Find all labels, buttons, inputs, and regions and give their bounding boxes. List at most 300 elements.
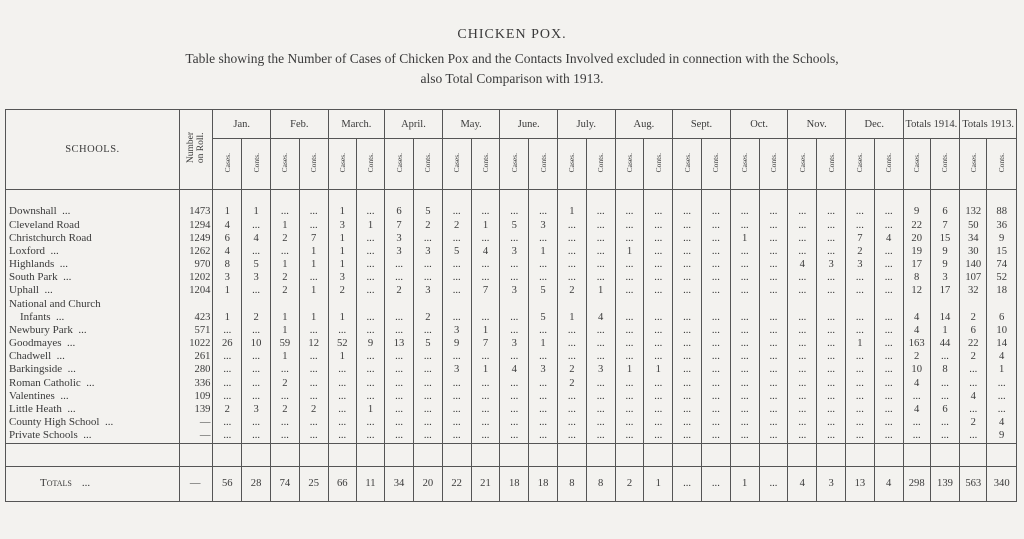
empty-cell	[673, 443, 702, 466]
data-cell: ...	[500, 232, 529, 245]
data-cell: ...	[615, 337, 644, 350]
school-name	[6, 311, 180, 324]
data-cell: 7	[930, 219, 959, 232]
data-cell: 2	[557, 364, 586, 377]
data-cell: ...	[356, 364, 384, 377]
data-cell: ...	[328, 403, 356, 416]
school-name	[6, 206, 180, 219]
data-cell: ...	[730, 324, 759, 337]
conts-subheader	[413, 139, 442, 190]
data-cell: 17	[930, 285, 959, 298]
empty-cell	[500, 443, 529, 466]
cases-subheader-label: Cases.	[968, 153, 978, 173]
data-cell: ...	[960, 377, 987, 390]
data-cell: ...	[299, 272, 328, 285]
conts-subheader	[356, 139, 384, 190]
data-cell: ...	[987, 403, 1017, 416]
data-cell: 163	[903, 337, 930, 350]
empty-cell	[960, 190, 987, 206]
data-cell: ...	[817, 232, 846, 245]
data-cell: 9	[987, 430, 1017, 444]
table-row	[6, 351, 1017, 364]
data-cell: 44	[930, 337, 959, 350]
data-cell	[356, 298, 384, 311]
data-cell: 1	[271, 219, 300, 232]
data-cell: ...	[529, 351, 558, 364]
leader-dots: ...	[77, 429, 92, 442]
data-cell: ...	[817, 285, 846, 298]
data-cell: ...	[644, 377, 673, 390]
data-cell: ...	[701, 272, 730, 285]
data-cell: 19	[903, 245, 930, 258]
totals-cell: 1	[730, 467, 759, 502]
data-cell: ...	[385, 416, 414, 429]
data-cell: ...	[673, 337, 702, 350]
leader-dots: ...	[38, 284, 53, 297]
data-cell: ...	[874, 245, 903, 258]
data-cell: ...	[586, 416, 615, 429]
data-cell: 15	[987, 245, 1017, 258]
data-cell: ...	[788, 416, 817, 429]
data-cell: ...	[356, 324, 384, 337]
chicken-pox-table	[5, 109, 1017, 502]
data-cell: ...	[213, 324, 242, 337]
data-cell: ...	[673, 219, 702, 232]
totals-cell: 8	[586, 467, 615, 502]
empty-cell	[987, 443, 1017, 466]
data-cell: 34	[960, 232, 987, 245]
data-cell: ...	[903, 390, 930, 403]
data-cell: ...	[500, 416, 529, 429]
data-cell: ...	[759, 245, 788, 258]
data-cell: ...	[788, 206, 817, 219]
data-cell: ...	[615, 311, 644, 324]
empty-cell	[299, 443, 328, 466]
data-cell: 10	[903, 364, 930, 377]
data-cell: ...	[213, 416, 242, 429]
data-cell: ...	[385, 324, 414, 337]
data-cell: ...	[930, 351, 959, 364]
data-cell: 1	[299, 285, 328, 298]
data-cell: ...	[673, 258, 702, 271]
data-cell: ...	[874, 390, 903, 403]
data-cell: 88	[987, 206, 1017, 219]
data-cell: ...	[471, 311, 500, 324]
data-cell: ...	[413, 232, 442, 245]
data-cell: 14	[987, 337, 1017, 350]
data-cell: 1	[271, 258, 300, 271]
conts-subheader	[930, 139, 959, 190]
data-cell: ...	[845, 403, 874, 416]
school-name	[6, 298, 180, 311]
school-name	[6, 364, 180, 377]
totals-cell: 298	[903, 467, 930, 502]
data-cell: ...	[788, 219, 817, 232]
leader-dots: ...	[72, 324, 87, 336]
data-cell: ...	[442, 272, 471, 285]
data-cell: ...	[356, 232, 384, 245]
data-cell: ...	[615, 403, 644, 416]
data-cell: ...	[701, 351, 730, 364]
school-name-text: Cleveland Road	[9, 218, 80, 231]
data-cell	[788, 298, 817, 311]
data-cell: ...	[874, 430, 903, 444]
data-cell: ...	[299, 206, 328, 219]
data-cell: ...	[529, 206, 558, 219]
data-cell: 4	[213, 219, 242, 232]
conts-subheader-label: Conts.	[309, 153, 319, 173]
data-cell	[586, 298, 615, 311]
totals-label	[6, 467, 180, 502]
cases-subheader	[788, 139, 817, 190]
data-cell: ...	[242, 219, 271, 232]
data-cell: ...	[845, 285, 874, 298]
school-name	[6, 324, 180, 337]
empty-cell	[328, 443, 356, 466]
data-cell: 50	[960, 219, 987, 232]
data-cell: ...	[586, 232, 615, 245]
roll-cell: 336	[179, 377, 213, 390]
data-cell: ...	[701, 416, 730, 429]
cases-subheader	[213, 139, 242, 190]
data-cell: 2	[271, 377, 300, 390]
data-cell: ...	[730, 337, 759, 350]
conts-subheader	[987, 139, 1017, 190]
empty-cell	[179, 190, 213, 206]
data-cell: ...	[213, 351, 242, 364]
school-name-text: Goodmayes	[9, 337, 62, 350]
data-cell: ...	[385, 390, 414, 403]
conts-subheader-label: Conts.	[366, 153, 376, 173]
data-cell: ...	[788, 324, 817, 337]
data-cell: ...	[413, 351, 442, 364]
data-cell: ...	[442, 311, 471, 324]
empty-cell	[874, 443, 903, 466]
data-cell: ...	[759, 219, 788, 232]
table-row	[6, 206, 1017, 219]
school-name	[6, 245, 180, 258]
data-cell: ...	[701, 311, 730, 324]
data-cell: ...	[644, 232, 673, 245]
data-cell: ...	[817, 430, 846, 444]
table-row	[6, 298, 1017, 311]
data-cell	[817, 298, 846, 311]
data-cell: 7	[845, 232, 874, 245]
data-cell: 2	[271, 403, 300, 416]
totals-cell: ...	[759, 467, 788, 502]
data-cell: ...	[759, 364, 788, 377]
data-cell: ...	[644, 403, 673, 416]
data-cell: ...	[759, 390, 788, 403]
data-cell: ...	[500, 206, 529, 219]
data-cell: ...	[903, 430, 930, 444]
totals-cell: 8	[557, 467, 586, 502]
data-cell: 140	[960, 258, 987, 271]
data-cell	[930, 298, 959, 311]
data-cell: ...	[615, 285, 644, 298]
data-cell: 13	[385, 337, 414, 350]
data-cell: ...	[759, 403, 788, 416]
data-cell: 9	[356, 337, 384, 350]
data-cell: 5	[500, 219, 529, 232]
data-cell: ...	[845, 272, 874, 285]
data-cell: ...	[242, 364, 271, 377]
cases-subheader-label: Cases.	[509, 153, 519, 173]
data-cell: 2	[903, 351, 930, 364]
schools-header: SCHOOLS.	[6, 110, 180, 190]
data-cell: ...	[299, 430, 328, 444]
data-cell: ...	[271, 206, 300, 219]
school-name-text: National and Church	[9, 297, 101, 310]
data-cell: 36	[987, 219, 1017, 232]
data-cell: 3	[817, 258, 846, 271]
data-cell: ...	[442, 390, 471, 403]
roll-cell: 261	[179, 351, 213, 364]
school-name-text: Highlands	[9, 258, 55, 271]
school-name-text: Little Heath	[9, 403, 62, 415]
data-cell: ...	[845, 430, 874, 444]
data-cell: ...	[529, 272, 558, 285]
empty-cell	[759, 443, 788, 466]
empty-cell	[930, 443, 959, 466]
empty-cell	[644, 443, 673, 466]
empty-cell	[701, 443, 730, 466]
roll-cell	[179, 298, 213, 311]
data-cell: ...	[788, 285, 817, 298]
data-cell: 3	[442, 364, 471, 377]
month-header: Aug.	[615, 110, 673, 139]
data-cell: 7	[385, 219, 414, 232]
data-cell: 9	[930, 258, 959, 271]
data-cell: ...	[529, 403, 558, 416]
totals-cell: 3	[817, 467, 846, 502]
data-cell: ...	[759, 272, 788, 285]
data-cell: 3	[242, 272, 271, 285]
data-cell: ...	[845, 206, 874, 219]
data-cell: ...	[385, 311, 414, 324]
empty-cell	[874, 190, 903, 206]
data-cell: 4	[874, 232, 903, 245]
data-cell: ...	[586, 351, 615, 364]
data-cell: ...	[299, 390, 328, 403]
data-cell: 2	[960, 311, 987, 324]
empty-cell	[930, 190, 959, 206]
school-name	[6, 219, 180, 232]
data-cell: ...	[759, 430, 788, 444]
data-cell: ...	[242, 285, 271, 298]
roll-cell: 1262	[179, 245, 213, 258]
data-cell: ...	[644, 351, 673, 364]
data-cell: 3	[529, 219, 558, 232]
data-cell: ...	[385, 351, 414, 364]
data-cell: ...	[987, 390, 1017, 403]
school-name	[6, 285, 180, 298]
data-cell: 2	[557, 285, 586, 298]
data-cell: ...	[242, 324, 271, 337]
data-cell: ...	[701, 364, 730, 377]
data-cell: 1	[557, 206, 586, 219]
cases-subheader-label: Cases.	[452, 153, 462, 173]
data-cell: 9	[987, 232, 1017, 245]
cases-subheader	[845, 139, 874, 190]
data-cell: ...	[242, 416, 271, 429]
data-cell: 1	[328, 258, 356, 271]
data-cell: ...	[874, 258, 903, 271]
data-cell: ...	[557, 272, 586, 285]
table-row	[6, 285, 1017, 298]
data-cell: ...	[299, 324, 328, 337]
data-cell: ...	[730, 219, 759, 232]
totals-cell: 74	[271, 467, 300, 502]
data-cell: ...	[529, 232, 558, 245]
data-cell: ...	[788, 390, 817, 403]
cases-subheader	[730, 139, 759, 190]
data-cell: 4	[500, 364, 529, 377]
data-cell: ...	[788, 232, 817, 245]
empty-cell	[471, 443, 500, 466]
data-cell: ...	[271, 364, 300, 377]
data-cell: ...	[874, 311, 903, 324]
data-cell: 3	[529, 364, 558, 377]
totals-cell: 4	[788, 467, 817, 502]
data-cell: ...	[874, 337, 903, 350]
data-cell: ...	[817, 337, 846, 350]
cases-subheader-label: Cases.	[855, 153, 865, 173]
data-cell: 26	[213, 337, 242, 350]
data-cell: ...	[328, 416, 356, 429]
data-cell: ...	[930, 416, 959, 429]
data-cell: ...	[586, 245, 615, 258]
data-cell: ...	[701, 245, 730, 258]
data-cell: 5	[529, 311, 558, 324]
data-cell: ...	[557, 324, 586, 337]
data-cell: ...	[471, 390, 500, 403]
totals-cell: 56	[213, 467, 242, 502]
empty-cell	[730, 443, 759, 466]
leader-dots: ...	[62, 363, 76, 376]
data-cell: ...	[673, 232, 702, 245]
data-cell: ...	[644, 430, 673, 444]
cases-subheader	[960, 139, 987, 190]
school-name-text: Loxford	[9, 245, 46, 257]
data-cell: ...	[759, 416, 788, 429]
leader-dots: ...	[51, 350, 65, 363]
data-cell: ...	[413, 390, 442, 403]
empty-cell	[179, 443, 213, 466]
empty-cell	[960, 443, 987, 466]
cases-subheader	[442, 139, 471, 190]
data-cell: ...	[903, 416, 930, 429]
empty-cell	[442, 443, 471, 466]
data-cell: ...	[930, 430, 959, 444]
data-cell: 3	[413, 285, 442, 298]
totals-cell: 1	[644, 467, 673, 502]
conts-subheader	[759, 139, 788, 190]
data-cell: ...	[759, 377, 788, 390]
data-cell: 15	[930, 232, 959, 245]
data-cell	[874, 298, 903, 311]
data-cell: ...	[271, 245, 300, 258]
data-cell: ...	[730, 206, 759, 219]
roll-cell: —	[179, 416, 213, 429]
leader-dots: ...	[61, 337, 76, 350]
data-cell: 4	[788, 258, 817, 271]
data-cell: 2	[328, 285, 356, 298]
data-cell: ...	[271, 390, 300, 403]
data-cell: ...	[413, 364, 442, 377]
month-header: Nov.	[788, 110, 846, 139]
data-cell: 107	[960, 272, 987, 285]
empty-cell	[299, 190, 328, 206]
data-cell: ...	[930, 390, 959, 403]
totals-cell: 18	[500, 467, 529, 502]
empty-cell	[413, 190, 442, 206]
data-cell: ...	[356, 416, 384, 429]
empty-cell	[242, 190, 271, 206]
empty-cell	[471, 190, 500, 206]
caption-line-2: also Total Comparison with 1913.	[420, 71, 604, 86]
data-cell: 4	[987, 416, 1017, 429]
totals-cell: 20	[413, 467, 442, 502]
data-cell: 5	[413, 206, 442, 219]
month-header: May.	[442, 110, 500, 139]
conts-subheader-label: Conts.	[768, 153, 778, 173]
data-cell: ...	[788, 272, 817, 285]
totals-cell: 66	[328, 467, 356, 502]
data-cell: ...	[442, 232, 471, 245]
data-cell: ...	[874, 416, 903, 429]
data-cell: 12	[903, 285, 930, 298]
data-cell: ...	[500, 258, 529, 271]
totals-label-text: Totals	[40, 477, 72, 490]
cases-subheader	[328, 139, 356, 190]
data-cell: 1	[615, 245, 644, 258]
data-cell: ...	[817, 377, 846, 390]
data-cell: ...	[471, 232, 500, 245]
roll-cell: 139	[179, 403, 213, 416]
table-row	[6, 416, 1017, 429]
cases-subheader-label: Cases.	[394, 153, 404, 173]
cases-subheader-label: Cases.	[337, 153, 347, 173]
data-cell: 3	[385, 245, 414, 258]
data-cell: 1	[242, 206, 271, 219]
empty-cell	[987, 190, 1017, 206]
conts-subheader-label: Conts.	[653, 153, 663, 173]
data-cell	[471, 298, 500, 311]
data-cell: ...	[442, 206, 471, 219]
empty-cell	[817, 190, 846, 206]
data-cell: ...	[586, 403, 615, 416]
school-name-text: Roman Catholic	[9, 376, 81, 389]
data-cell: 2	[271, 285, 300, 298]
conts-subheader	[644, 139, 673, 190]
school-name	[6, 416, 180, 429]
data-cell: ...	[529, 324, 558, 337]
data-cell: ...	[788, 337, 817, 350]
data-cell: 1	[930, 324, 959, 337]
totals-cell: 4	[874, 467, 903, 502]
data-cell: ...	[500, 390, 529, 403]
data-cell: ...	[413, 258, 442, 271]
data-cell: ...	[557, 337, 586, 350]
data-cell	[413, 298, 442, 311]
data-cell: ...	[644, 206, 673, 219]
data-cell: ...	[701, 324, 730, 337]
data-cell: 3	[328, 219, 356, 232]
table-row	[6, 311, 1017, 324]
data-cell: ...	[385, 272, 414, 285]
data-cell: 1	[328, 206, 356, 219]
